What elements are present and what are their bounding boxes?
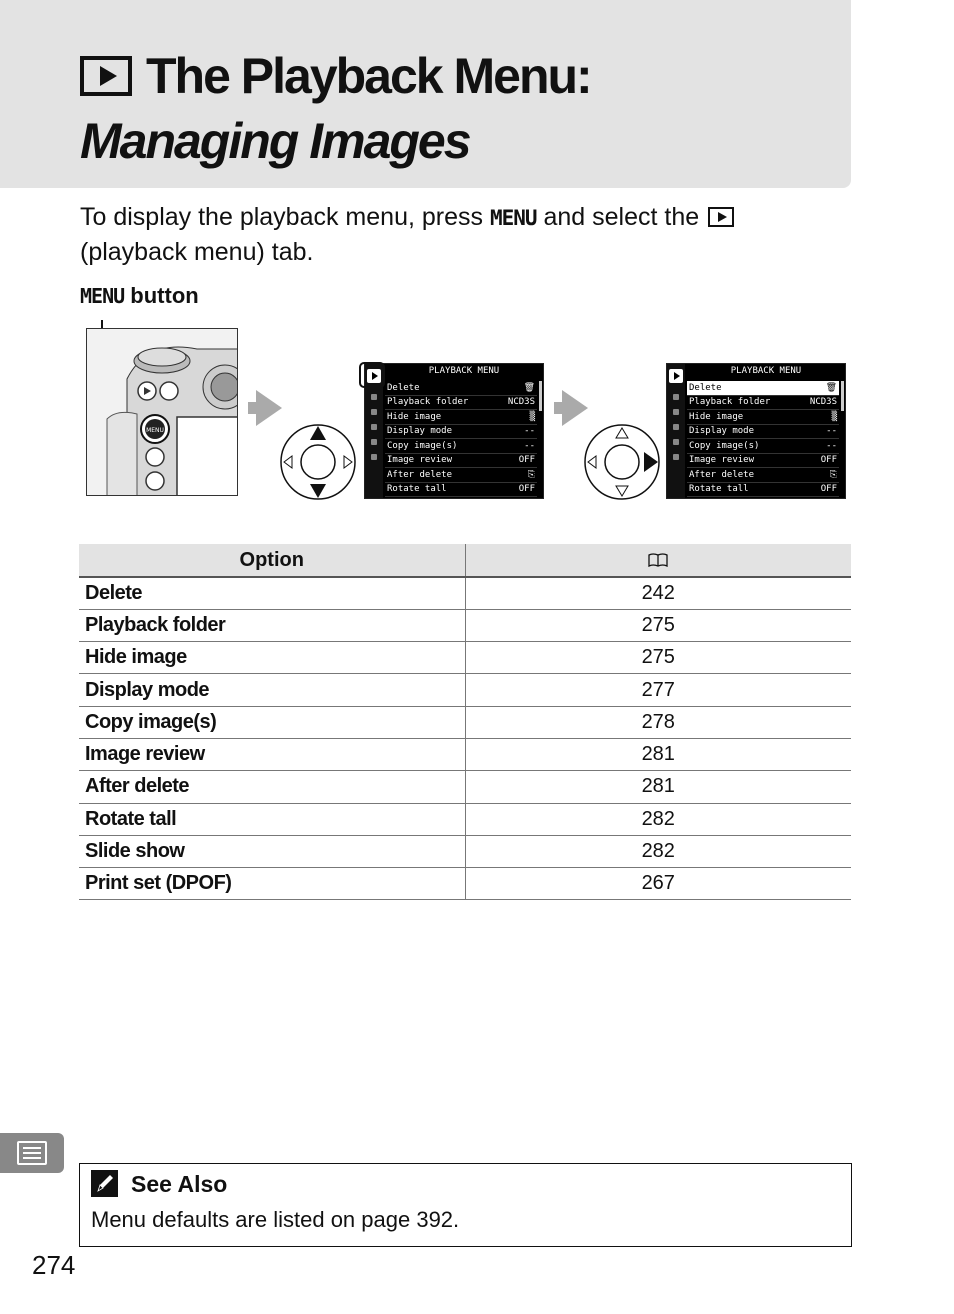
intro-text-1: To display the playback menu, press bbox=[80, 203, 490, 231]
option-name-cell: Display mode bbox=[79, 674, 465, 706]
lcd-menu-item-label: Delete bbox=[689, 382, 722, 393]
lcd-menu-item-label: After delete bbox=[387, 469, 453, 480]
lcd-menu-item-label: Hide image bbox=[689, 411, 744, 422]
table-row bbox=[79, 868, 851, 900]
lcd-menu-item bbox=[687, 468, 839, 483]
lcd-menu-item bbox=[385, 468, 537, 483]
option-name-cell: Playback folder bbox=[79, 609, 465, 641]
tab-highlight-ring bbox=[359, 362, 385, 388]
page-ref-cell: 275 bbox=[465, 642, 851, 674]
my-menu-tab-icon bbox=[673, 454, 679, 460]
lcd-menu-item bbox=[385, 425, 537, 440]
option-name-cell: Rotate tall bbox=[79, 803, 465, 835]
table-row bbox=[79, 577, 851, 609]
lcd-tab-sidebar bbox=[667, 364, 685, 498]
lcd-screen-playback-menu bbox=[666, 363, 846, 499]
setup-tab-icon bbox=[371, 424, 377, 430]
option-name-cell: Copy image(s) bbox=[79, 706, 465, 738]
page-ref-cell: 281 bbox=[465, 771, 851, 803]
svg-text:MENU: MENU bbox=[146, 427, 164, 434]
table-row bbox=[79, 674, 851, 706]
menu-button-caption bbox=[80, 283, 199, 309]
lcd-menu-item-value: -- bbox=[524, 426, 535, 437]
lcd-scrollbar bbox=[841, 381, 844, 411]
lcd-menu-item-value: OFF bbox=[820, 484, 837, 495]
lcd-menu-item-label: Display mode bbox=[387, 426, 453, 437]
table-row bbox=[79, 706, 851, 738]
lcd-menu-rows bbox=[687, 381, 839, 497]
retouch-tab-icon bbox=[673, 439, 679, 445]
lcd-menu-item bbox=[687, 381, 839, 396]
lcd-menu-item bbox=[385, 410, 537, 425]
lcd-menu-rows bbox=[385, 381, 537, 497]
lcd-menu-item-value: -- bbox=[826, 440, 837, 451]
chapter-title bbox=[80, 44, 591, 108]
lcd-menu-item-label: Playback folder bbox=[387, 397, 469, 408]
lcd-menu-item-value: OFF bbox=[518, 455, 535, 466]
step-arrow bbox=[562, 390, 588, 426]
lcd-menu-item bbox=[687, 410, 839, 425]
menu-guide-section-tab bbox=[0, 1133, 64, 1173]
see-also-body: Menu defaults are listed on page 392. bbox=[91, 1207, 460, 1232]
chapter-title-main: The Playback Menu: bbox=[146, 48, 591, 104]
lcd-menu-item bbox=[687, 439, 839, 454]
setup-tab-icon bbox=[673, 424, 679, 430]
lcd-menu-item-value: ▒ bbox=[831, 411, 837, 422]
lcd-menu-item-label: Image review bbox=[387, 455, 453, 466]
page-ref-cell: 275 bbox=[465, 609, 851, 641]
option-name-cell: Slide show bbox=[79, 835, 465, 867]
page-number: 274 bbox=[32, 1250, 76, 1280]
camera-back-illustration bbox=[86, 328, 238, 496]
see-also-heading: See Also bbox=[131, 1171, 228, 1197]
lcd-menu-item-value: ⎘ bbox=[829, 469, 837, 480]
lcd-menu-item bbox=[385, 439, 537, 454]
lcd-menu-item bbox=[687, 454, 839, 469]
lcd-menu-item-label: Copy image(s) bbox=[387, 440, 458, 451]
table-row bbox=[79, 803, 851, 835]
lcd-menu-item-label: Rotate tall bbox=[387, 484, 447, 495]
option-name-cell: After delete bbox=[79, 771, 465, 803]
lcd-menu-item-value: NCD3S bbox=[809, 397, 837, 408]
table-header-row bbox=[79, 544, 851, 577]
playback-tab-icon bbox=[708, 207, 734, 227]
lcd-menu-item-value: OFF bbox=[518, 484, 535, 495]
lcd-menu-item-value: -- bbox=[524, 440, 535, 451]
column-header-option: Option bbox=[79, 544, 465, 577]
book-icon bbox=[648, 553, 668, 567]
page-ref-cell: 267 bbox=[465, 868, 851, 900]
lcd-menu-item-value: OFF bbox=[820, 455, 837, 466]
lcd-menu-item-label: Hide image bbox=[387, 411, 442, 422]
lcd-menu-item-label: Image review bbox=[689, 455, 755, 466]
lcd-menu-item bbox=[385, 396, 537, 411]
see-also-box bbox=[79, 1163, 852, 1247]
lcd-menu-item-label: Delete bbox=[387, 382, 420, 393]
table-row bbox=[79, 609, 851, 641]
page-ref-cell: 242 bbox=[465, 577, 851, 609]
shooting-tab-icon bbox=[673, 394, 679, 400]
lcd-menu-item-value: 🗑 bbox=[825, 382, 837, 393]
lcd-menu-item-label: Display mode bbox=[689, 426, 755, 437]
page-ref-cell: 277 bbox=[465, 674, 851, 706]
table-body bbox=[79, 577, 851, 900]
table-row bbox=[79, 771, 851, 803]
retouch-tab-icon bbox=[371, 439, 377, 445]
lcd-menu-item-value: ⎘ bbox=[527, 469, 535, 480]
lcd-menu-title: PLAYBACK MENU bbox=[730, 366, 802, 376]
option-name-cell: Image review bbox=[79, 738, 465, 770]
chapter-subtitle: Managing Images bbox=[80, 113, 470, 169]
custom-settings-tab-icon bbox=[673, 409, 679, 415]
intro-text-3: (playback menu) tab. bbox=[80, 238, 314, 266]
lcd-menu-item-label: Copy image(s) bbox=[689, 440, 760, 451]
lcd-menu-item bbox=[385, 381, 537, 396]
option-name-cell: Delete bbox=[79, 577, 465, 609]
lcd-menu-item bbox=[687, 425, 839, 440]
playback-options-table bbox=[79, 544, 851, 900]
lcd-scrollbar bbox=[539, 381, 542, 411]
lcd-screen-playback-menu bbox=[364, 363, 544, 499]
lcd-menu-item-value: NCD3S bbox=[507, 397, 535, 408]
lcd-menu-title: PLAYBACK MENU bbox=[428, 366, 500, 376]
lcd-menu-item-value: ▒ bbox=[529, 411, 535, 422]
page-ref-cell: 278 bbox=[465, 706, 851, 738]
menu-list-icon bbox=[17, 1141, 47, 1165]
column-header-page bbox=[465, 544, 851, 577]
option-name-cell: Hide image bbox=[79, 642, 465, 674]
multi-selector-icon bbox=[582, 422, 662, 502]
table-row bbox=[79, 642, 851, 674]
lcd-menu-item bbox=[687, 396, 839, 411]
lcd-menu-item-label: Rotate tall bbox=[689, 484, 749, 495]
custom-settings-tab-icon bbox=[371, 409, 377, 415]
playback-tab-icon bbox=[669, 369, 683, 383]
table-row bbox=[79, 835, 851, 867]
playback-menu-icon bbox=[80, 56, 132, 96]
page-ref-cell: 282 bbox=[465, 803, 851, 835]
lcd-menu-item bbox=[385, 483, 537, 498]
intro-text-2: and select the bbox=[536, 203, 707, 231]
lcd-menu-item-value: 🗑 bbox=[523, 382, 535, 393]
lcd-menu-item bbox=[385, 454, 537, 469]
multi-selector-icon bbox=[278, 422, 358, 502]
page-ref-cell: 282 bbox=[465, 835, 851, 867]
step-arrow bbox=[256, 390, 282, 426]
page-ref-cell: 281 bbox=[465, 738, 851, 770]
table-row bbox=[79, 738, 851, 770]
menu-button-caption-text: button bbox=[124, 283, 199, 308]
lcd-menu-item-value: -- bbox=[826, 426, 837, 437]
menu-key-glyph: MENU bbox=[80, 284, 125, 308]
shooting-tab-icon bbox=[371, 394, 377, 400]
menu-key-glyph: MENU bbox=[489, 206, 537, 230]
intro-paragraph bbox=[80, 200, 780, 269]
lcd-menu-item-label: After delete bbox=[689, 469, 755, 480]
pencil-icon bbox=[91, 1170, 118, 1197]
lcd-menu-item bbox=[687, 483, 839, 498]
lcd-menu-item-label: Playback folder bbox=[689, 397, 771, 408]
option-name-cell: Print set (DPOF) bbox=[79, 868, 465, 900]
my-menu-tab-icon bbox=[371, 454, 377, 460]
